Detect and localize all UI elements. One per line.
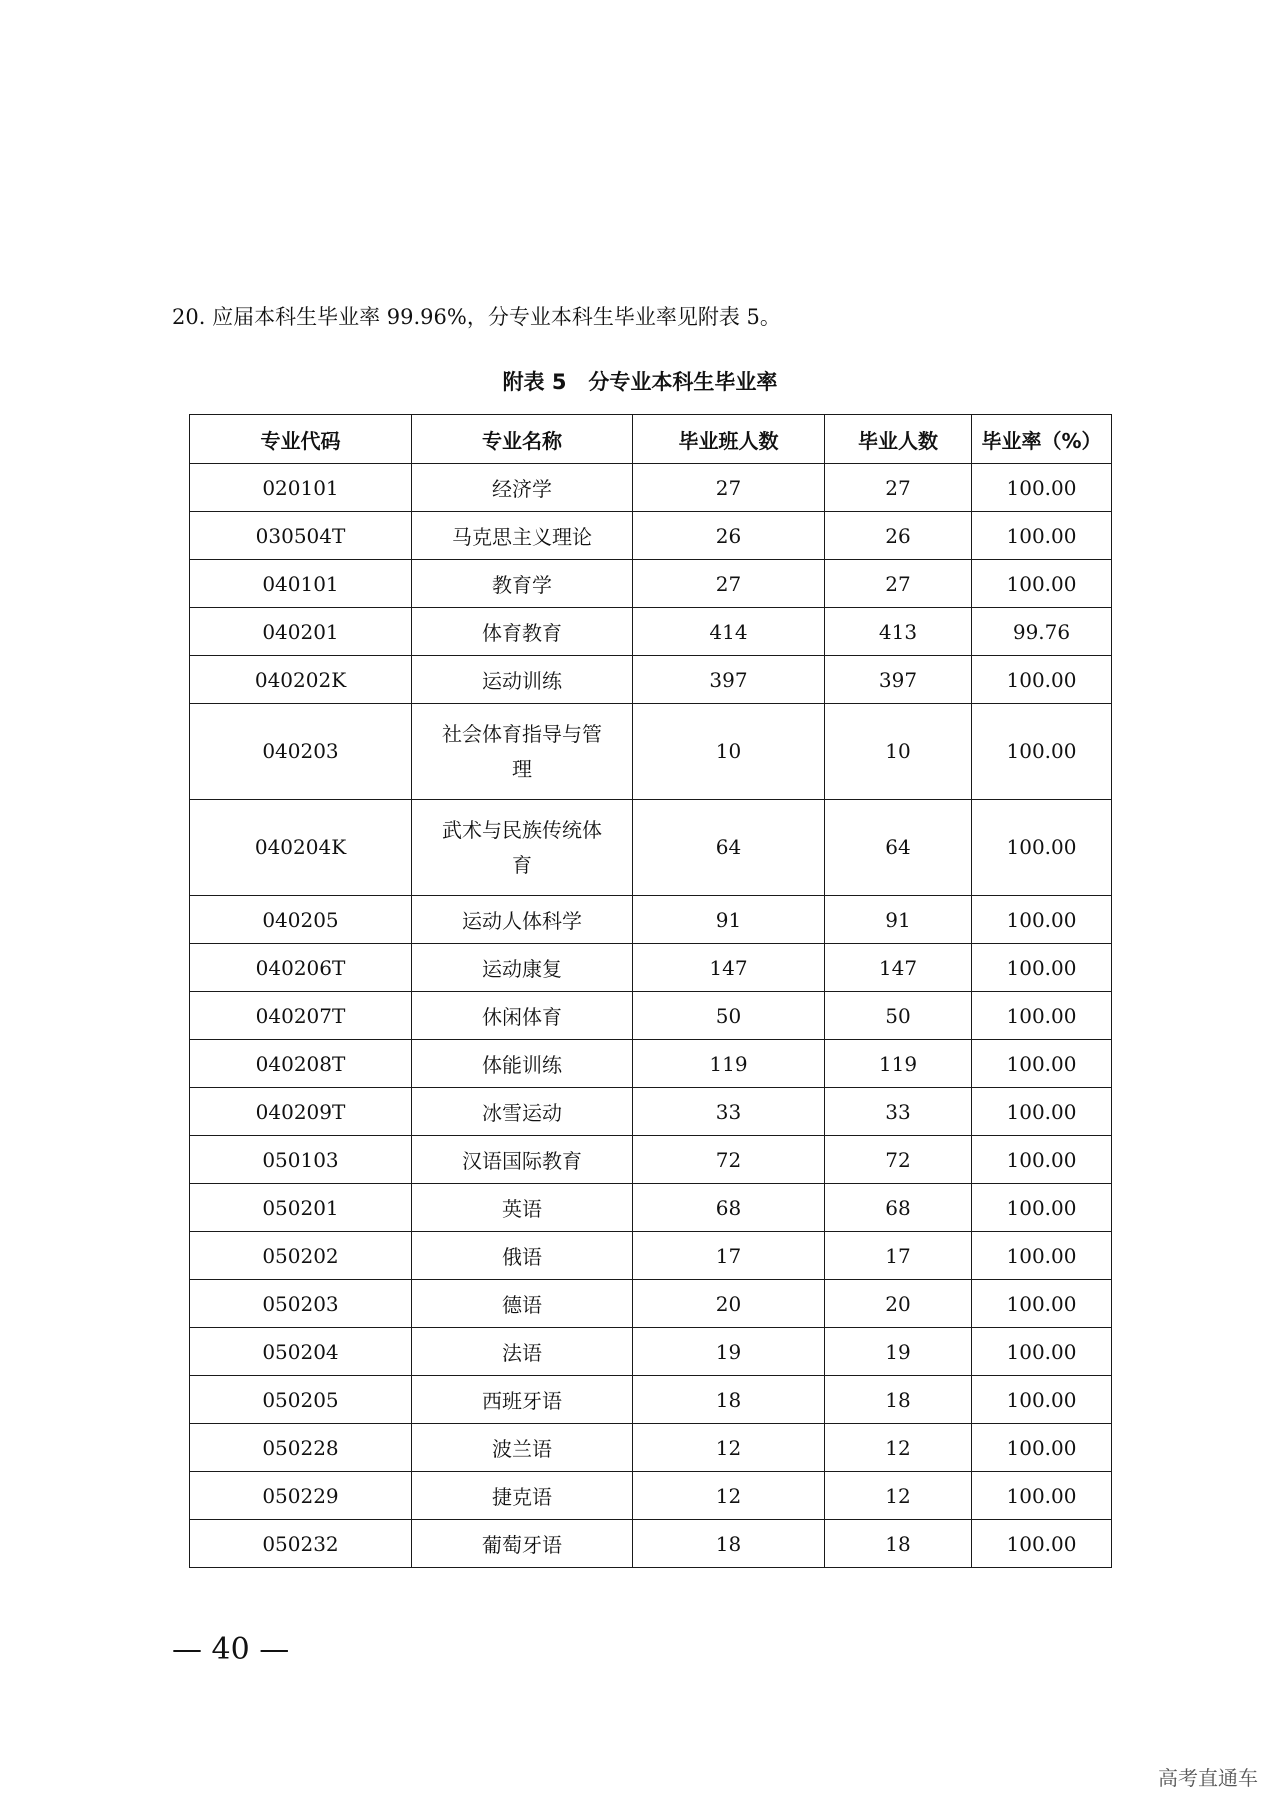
table-row	[190, 1184, 1112, 1232]
grad-count: 147	[825, 944, 972, 992]
grad-rate: 100.00	[972, 992, 1112, 1040]
table-row	[190, 944, 1112, 992]
table-row	[190, 1280, 1112, 1328]
major-name: 捷克语	[412, 1472, 633, 1520]
major-name: 运动人体科学	[412, 896, 633, 944]
table-row	[190, 1040, 1112, 1088]
grad-count: 27	[825, 464, 972, 512]
major-code: 030504T	[190, 512, 412, 560]
major-code: 040202K	[190, 656, 412, 704]
major-code: 050203	[190, 1280, 412, 1328]
header-grad-rate: 毕业率（%）	[972, 415, 1112, 464]
grad-rate: 100.00	[972, 944, 1112, 992]
major-code: 040204K	[190, 800, 412, 896]
major-code: 020101	[190, 464, 412, 512]
major-code: 040208T	[190, 1040, 412, 1088]
class-count: 64	[633, 800, 825, 896]
class-count: 27	[633, 464, 825, 512]
grad-count: 50	[825, 992, 972, 1040]
grad-count: 12	[825, 1472, 972, 1520]
major-code: 050202	[190, 1232, 412, 1280]
major-name: 武术与民族传统体育	[412, 800, 633, 896]
grad-count: 68	[825, 1184, 972, 1232]
table-row	[190, 992, 1112, 1040]
table-row	[190, 704, 1112, 800]
major-code: 050205	[190, 1376, 412, 1424]
major-name: 社会体育指导与管理	[412, 704, 633, 800]
table-row	[190, 1424, 1112, 1472]
grad-rate: 100.00	[972, 1520, 1112, 1568]
class-count: 68	[633, 1184, 825, 1232]
grad-rate: 100.00	[972, 464, 1112, 512]
grad-count: 33	[825, 1088, 972, 1136]
table-row	[190, 1232, 1112, 1280]
grad-count: 17	[825, 1232, 972, 1280]
grad-rate: 100.00	[972, 1040, 1112, 1088]
grad-count: 64	[825, 800, 972, 896]
table-row	[190, 512, 1112, 560]
major-code: 040206T	[190, 944, 412, 992]
grad-count: 119	[825, 1040, 972, 1088]
grad-rate: 100.00	[972, 800, 1112, 896]
major-code: 050204	[190, 1328, 412, 1376]
grad-count: 19	[825, 1328, 972, 1376]
grad-count: 72	[825, 1136, 972, 1184]
major-code: 040209T	[190, 1088, 412, 1136]
class-count: 12	[633, 1424, 825, 1472]
table-row	[190, 1136, 1112, 1184]
major-name: 经济学	[412, 464, 633, 512]
major-name: 运动训练	[412, 656, 633, 704]
class-count: 414	[633, 608, 825, 656]
major-code: 040101	[190, 560, 412, 608]
class-count: 12	[633, 1472, 825, 1520]
major-name: 俄语	[412, 1232, 633, 1280]
grad-count: 18	[825, 1520, 972, 1568]
table-header-row	[190, 415, 1112, 464]
major-name: 德语	[412, 1280, 633, 1328]
table-row	[190, 656, 1112, 704]
grad-count: 18	[825, 1376, 972, 1424]
class-count: 27	[633, 560, 825, 608]
major-code: 050201	[190, 1184, 412, 1232]
major-name: 法语	[412, 1328, 633, 1376]
major-name: 西班牙语	[412, 1376, 633, 1424]
grad-rate: 100.00	[972, 560, 1112, 608]
class-count: 50	[633, 992, 825, 1040]
intro-paragraph: 20. 应届本科生毕业率 99.96%，分专业本科生毕业率见附表 5。	[172, 305, 781, 329]
major-name: 运动康复	[412, 944, 633, 992]
major-code: 040201	[190, 608, 412, 656]
major-code: 040207T	[190, 992, 412, 1040]
major-name: 体育教育	[412, 608, 633, 656]
major-name: 教育学	[412, 560, 633, 608]
grad-count: 10	[825, 704, 972, 800]
table-row	[190, 1472, 1112, 1520]
table-row	[190, 1328, 1112, 1376]
class-count: 19	[633, 1328, 825, 1376]
class-count: 20	[633, 1280, 825, 1328]
grad-rate: 100.00	[972, 1328, 1112, 1376]
table-row	[190, 560, 1112, 608]
page-number: — 40 —	[172, 1632, 290, 1667]
table-row	[190, 1088, 1112, 1136]
class-count: 72	[633, 1136, 825, 1184]
grad-count: 20	[825, 1280, 972, 1328]
table-row	[190, 464, 1112, 512]
class-count: 91	[633, 896, 825, 944]
class-count: 119	[633, 1040, 825, 1088]
grad-count: 413	[825, 608, 972, 656]
major-name: 葡萄牙语	[412, 1520, 633, 1568]
grad-count: 12	[825, 1424, 972, 1472]
major-code: 050229	[190, 1472, 412, 1520]
table-row	[190, 608, 1112, 656]
grad-rate: 99.76	[972, 608, 1112, 656]
graduation-rate-table	[189, 414, 1112, 1568]
class-count: 18	[633, 1520, 825, 1568]
major-name: 休闲体育	[412, 992, 633, 1040]
grad-rate: 100.00	[972, 1136, 1112, 1184]
header-grad-count: 毕业人数	[825, 415, 972, 464]
grad-rate: 100.00	[972, 512, 1112, 560]
class-count: 26	[633, 512, 825, 560]
major-name: 英语	[412, 1184, 633, 1232]
class-count: 17	[633, 1232, 825, 1280]
class-count: 147	[633, 944, 825, 992]
major-code: 050103	[190, 1136, 412, 1184]
grad-rate: 100.00	[972, 1088, 1112, 1136]
class-count: 33	[633, 1088, 825, 1136]
table-row	[190, 800, 1112, 896]
grad-rate: 100.00	[972, 704, 1112, 800]
table-title: 附表 5 分专业本科生毕业率	[502, 370, 778, 394]
class-count: 397	[633, 656, 825, 704]
major-name: 马克思主义理论	[412, 512, 633, 560]
grad-rate: 100.00	[972, 1472, 1112, 1520]
header-major-code: 专业代码	[190, 415, 412, 464]
class-count: 18	[633, 1376, 825, 1424]
major-name: 体能训练	[412, 1040, 633, 1088]
grad-rate: 100.00	[972, 1280, 1112, 1328]
major-code: 050228	[190, 1424, 412, 1472]
grad-rate: 100.00	[972, 896, 1112, 944]
grad-rate: 100.00	[972, 1184, 1112, 1232]
grad-count: 397	[825, 656, 972, 704]
major-name: 汉语国际教育	[412, 1136, 633, 1184]
header-major-name: 专业名称	[412, 415, 633, 464]
table-row	[190, 896, 1112, 944]
major-code: 040205	[190, 896, 412, 944]
grad-rate: 100.00	[972, 1424, 1112, 1472]
major-name: 冰雪运动	[412, 1088, 633, 1136]
grad-rate: 100.00	[972, 1376, 1112, 1424]
table-row	[190, 1376, 1112, 1424]
watermark: 高考直通车	[1158, 1766, 1258, 1790]
grad-count: 27	[825, 560, 972, 608]
table-row	[190, 1520, 1112, 1568]
grad-rate: 100.00	[972, 656, 1112, 704]
grad-count: 91	[825, 896, 972, 944]
major-code: 040203	[190, 704, 412, 800]
header-class-count: 毕业班人数	[633, 415, 825, 464]
class-count: 10	[633, 704, 825, 800]
grad-rate: 100.00	[972, 1232, 1112, 1280]
major-name: 波兰语	[412, 1424, 633, 1472]
grad-count: 26	[825, 512, 972, 560]
major-code: 050232	[190, 1520, 412, 1568]
